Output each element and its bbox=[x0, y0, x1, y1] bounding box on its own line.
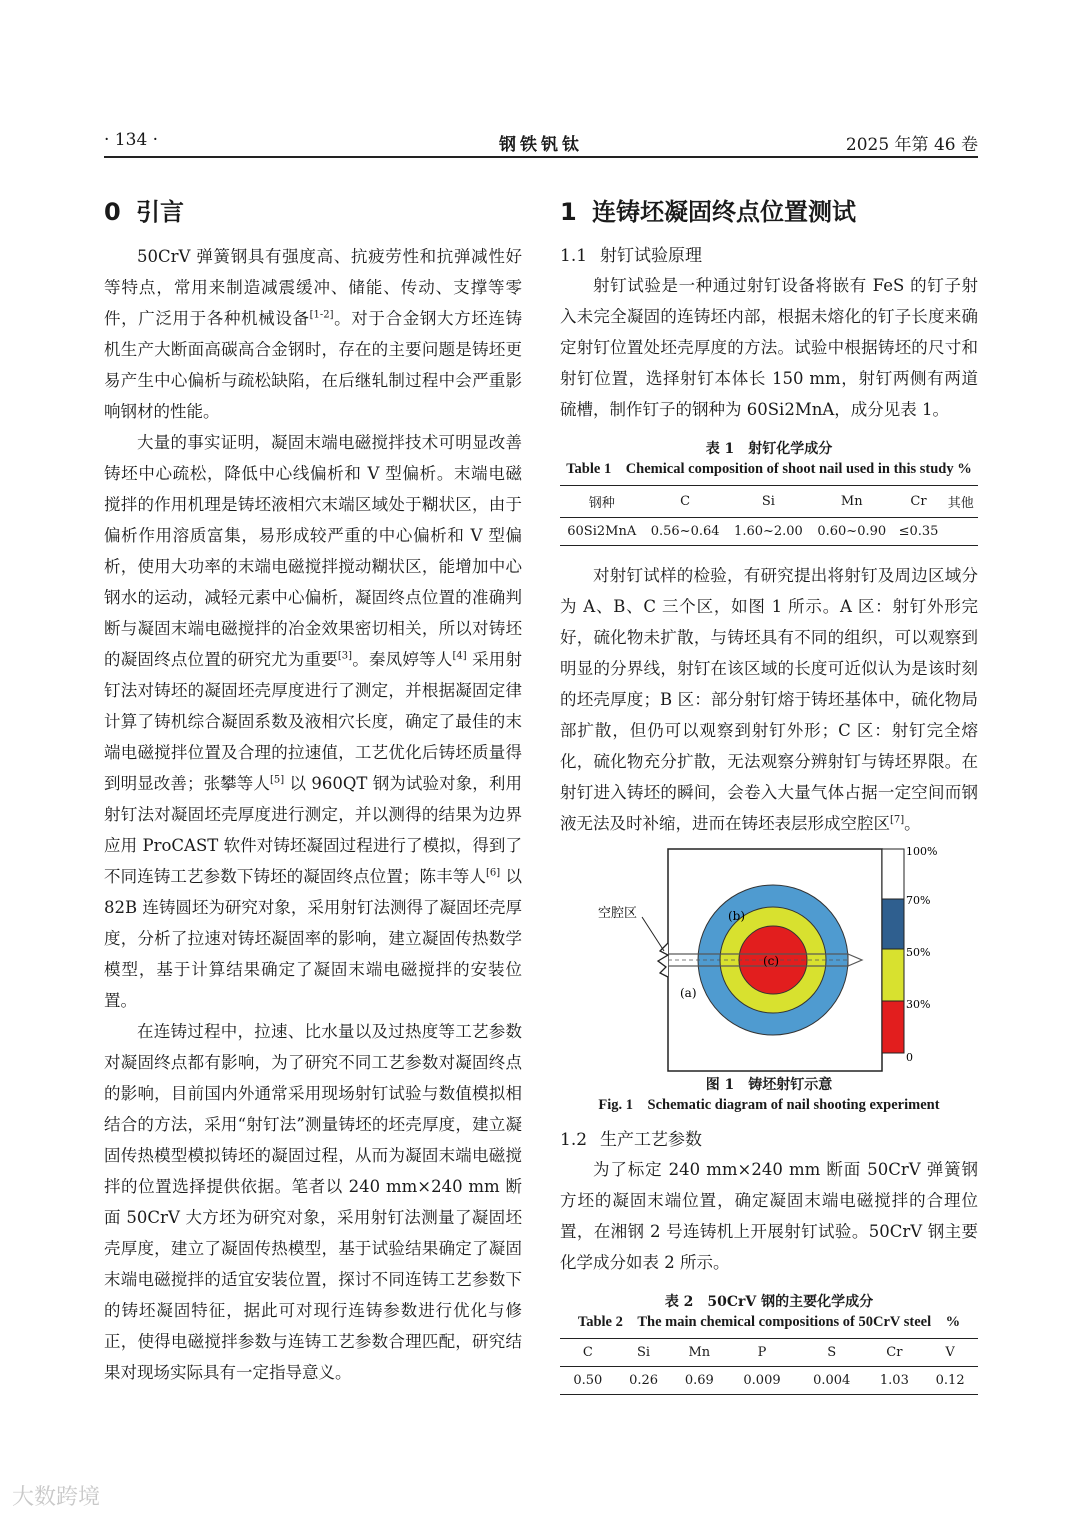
figure-1-caption-en: Fig. 1 Schematic diagram of nail shooting experiment bbox=[598, 1097, 940, 1113]
running-header bbox=[104, 130, 978, 154]
cavity-zone bbox=[658, 943, 668, 977]
nail-zones-paragraph: 对射钉试样的检验，有研究提出将射钉及周边区域分为 A、B、C 三个区，如图 1 所示。A 区：射钉外形完好，硫化物未扩散，与铸坯具有不同的组织，可以观察到明显的分界线，射钉在该区域的长度可近似认为是该时刻的坯壳厚度；B 区：部分射钉熔于铸坯基体中，硫化物局部扩散，但仍可以观察到射钉外形；C 区：射钉完全熔化，硫化物充分扩散，无法观察分辨射钉与铸坯界限。在射钉进入铸坯的瞬间，会卷入大量气体占据一定空间而钢液无法及时补缩，进而在铸坯表层形成空腔区[7]。 bbox=[560, 566, 978, 833]
table-header: 其他 bbox=[947, 496, 974, 511]
intro-paragraphs bbox=[104, 241, 522, 1388]
zone-c-label: (c) bbox=[763, 954, 780, 968]
table-cell: 1.03 bbox=[879, 1373, 909, 1388]
table-cell: 0.56~0.64 bbox=[650, 524, 720, 539]
table-row bbox=[560, 518, 978, 546]
table-cell: 0.50 bbox=[573, 1373, 603, 1388]
figure-1 bbox=[560, 847, 978, 1073]
table-1-caption-cn: 表 1 射钉化学成分 bbox=[705, 441, 833, 457]
table-cell: 60Si2MnA bbox=[567, 524, 637, 539]
table-2-caption-cn: 表 2 50CrV 钢的主要化学成分 bbox=[664, 1294, 874, 1310]
figure-1-caption-cn: 图 1 铸坯射钉示意 bbox=[705, 1077, 833, 1093]
table-cell: 0.69 bbox=[684, 1373, 714, 1388]
citation: [4] bbox=[452, 650, 467, 662]
citation: [7] bbox=[890, 814, 905, 826]
nail-shooting-diagram bbox=[560, 847, 978, 1073]
nail-principle-paragraph: 射钉试验是一种通过射钉设备将嵌有 FeS 的钉子射入未完全凝固的连铸坯内部，根据未熔化的钉子长度来确定射钉位置处坯壳厚度的方法。试验中根据铸坯的尺寸和射钉位置，选择射钉本体长 150 mm，射钉两侧有两道硫槽，制作钉子的钢种为 60Si2MnA，成分见表 1。 bbox=[560, 276, 978, 419]
table-1 bbox=[560, 485, 978, 546]
table-row bbox=[560, 1367, 978, 1395]
zone-a-label: (a) bbox=[680, 986, 697, 1000]
intro-paragraph-3: 在连铸过程中，拉速、比水量以及过热度等工艺参数对凝固终点都有影响，为了研究不同工艺参数对凝固终点的影响，目前国内外通常采用现场射钉试验与数值模拟相结合的方法，采用“射钉法”测量铸坯的坯壳厚度，建立凝固传热模型模拟铸坯的凝固过程，从而为凝固末端电磁搅拌的位置选择提供依据。笔者以 240 mm×240 mm 断面 50CrV 大方坯为研究对象，采用射钉法测量了凝固坯壳厚度，建立了凝固传热模型，基于试验结果确定了凝固末端电磁搅拌的适宜安装位置，探讨不同连铸工艺参数下的铸坯凝固特征，据此可对现行连铸参数进行优化与修正，使得电磁搅拌参数与连铸工艺参数合理匹配，研究结果对现场实际具有一定指导意义。 bbox=[104, 1022, 522, 1382]
table-header: C bbox=[582, 1345, 593, 1360]
journal-title: 钢铁钒钛 bbox=[499, 135, 583, 155]
intro-paragraph-2: 大量的事实证明，凝固末端电磁搅拌技术可明显改善铸坯中心疏松，降低中心线偏析和 V 型偏析。末端电磁搅拌的作用机理是铸坯液相穴末端区域处于糊状区，由于偏析作用溶质富集，易形成较严重的中心偏析和 V 型偏析，使用大功率的末端电磁搅拌搅动糊状区，能增加中心钢水的运动，减轻元素中心偏析，凝固终点位置的准确判断与凝固末端电磁搅拌的冶金效果密切相关，所以对铸坯的凝固终点位置的研究尤为重要[3]。秦凤婷等人[4] 采用射钉法对铸坯的凝固坯壳厚度进行了测定，并根据凝固定律计算了铸机综合凝固系数及液相穴长度，确定了最佳的末端电磁搅拌位置及合理的拉速值，工艺优化后铸坯质量得到明显改善；张攀等人[5] 以 960QT 钢为试验对象，利用射钉法对凝固坯壳厚度进行测定，并以测得的结果为边界应用 ProCAST 软件对铸坯凝固过程进行了模拟，得到了不同连铸工艺参数下铸坯的凝固终点位置；陈丰等人[6] 以 82B 连铸圆坯为研究对象，采用射钉法测得了凝固坯壳厚度，分析了拉速对铸坯凝固率的影响，建立凝固传热数学模型，基于计算结果确定了凝固末端电磁搅拌的安装位置。 bbox=[104, 433, 523, 1010]
scale-label-100: 100% bbox=[906, 847, 938, 858]
process-params-paragraph: 为了标定 240 mm×240 mm 断面 50CrV 弹簧钢方坯的凝固末端位置，确定凝固末端电磁搅拌的合理位置，在湘钢 2 号连铸机上开展射钉试验。50CrV 钢主要化学成分如表 2 所示。 bbox=[560, 1160, 978, 1272]
right-column bbox=[560, 192, 978, 1395]
table-cell: ≤0.35 bbox=[898, 524, 939, 539]
table-cell: 0.12 bbox=[935, 1373, 965, 1388]
cavity-label: 空腔区 bbox=[598, 906, 638, 921]
table-cell bbox=[944, 518, 978, 546]
scale-label-30: 30% bbox=[906, 998, 931, 1011]
citation: [1-2] bbox=[309, 309, 334, 321]
table-cell: 0.60~0.90 bbox=[817, 524, 887, 539]
citation: [6] bbox=[485, 867, 501, 879]
table-header: Si bbox=[637, 1345, 651, 1360]
section-0-heading: 0 引言 bbox=[104, 198, 184, 226]
table-header: Cr bbox=[886, 1345, 903, 1360]
scale-yellow bbox=[882, 949, 904, 1001]
scale-label-50: 50% bbox=[906, 946, 931, 959]
table-header: Si bbox=[761, 494, 775, 509]
intro-paragraph-1: 50CrV 弹簧钢具有强度高、抗疲劳性和抗弹减性好等特点，常用来制造减震缓冲、储能、传动、支撑等零件，广泛用于各种机械设备[1-2]。对于合金钢大方坯连铸机生产大断面高碳高合金钢时，存在的主要问题是铸坯更易产生中心偏析与疏松缺陷，在后继轧制过程中会严重影响钢材的性能。 bbox=[104, 247, 523, 421]
watermark-logo: 大数跨境 bbox=[12, 1485, 101, 1510]
table-cell: 0.004 bbox=[813, 1373, 851, 1388]
table-2-caption-en: Table 2 The main chemical compositions of 50CrV steel % bbox=[577, 1314, 961, 1330]
cavity-leader bbox=[642, 917, 664, 951]
table-header: P bbox=[757, 1345, 767, 1360]
table-header: S bbox=[827, 1345, 837, 1360]
scale-red bbox=[882, 1001, 904, 1053]
scale-white bbox=[882, 849, 904, 899]
citation: [3] bbox=[337, 650, 353, 662]
table-header: Cr bbox=[910, 494, 927, 509]
scale-label-0: 0 bbox=[906, 1051, 913, 1064]
table-2 bbox=[560, 1338, 978, 1395]
header-rule bbox=[104, 156, 978, 158]
left-column bbox=[104, 192, 522, 1388]
table-cell: 1.60~2.00 bbox=[734, 524, 803, 539]
table-1-caption-en: Table 1 Chemical composition of shoot nail used in this study % bbox=[566, 461, 972, 477]
subsection-1-1-heading: 1.1 射钉试验原理 bbox=[560, 246, 702, 266]
scale-blue bbox=[882, 899, 904, 949]
table-header: V bbox=[945, 1345, 955, 1360]
table-header: 钢种 bbox=[588, 496, 615, 511]
scale-label-70: 70% bbox=[906, 894, 931, 907]
table-header: Mn bbox=[840, 494, 863, 509]
volume-info: 2025 年第 46 卷 bbox=[845, 135, 978, 155]
page-number: · 134 · bbox=[104, 130, 159, 150]
citation: [5] bbox=[269, 774, 285, 786]
section-1-heading: 1 连铸坯凝固终点位置测试 bbox=[560, 198, 856, 226]
table-cell: 0.26 bbox=[629, 1373, 659, 1388]
table-cell: 0.009 bbox=[743, 1373, 781, 1388]
zone-b-label: (b) bbox=[728, 909, 746, 923]
table-header: Mn bbox=[688, 1345, 711, 1360]
subsection-1-2-heading: 1.2 生产工艺参数 bbox=[560, 1130, 702, 1150]
table-header: C bbox=[680, 494, 691, 509]
